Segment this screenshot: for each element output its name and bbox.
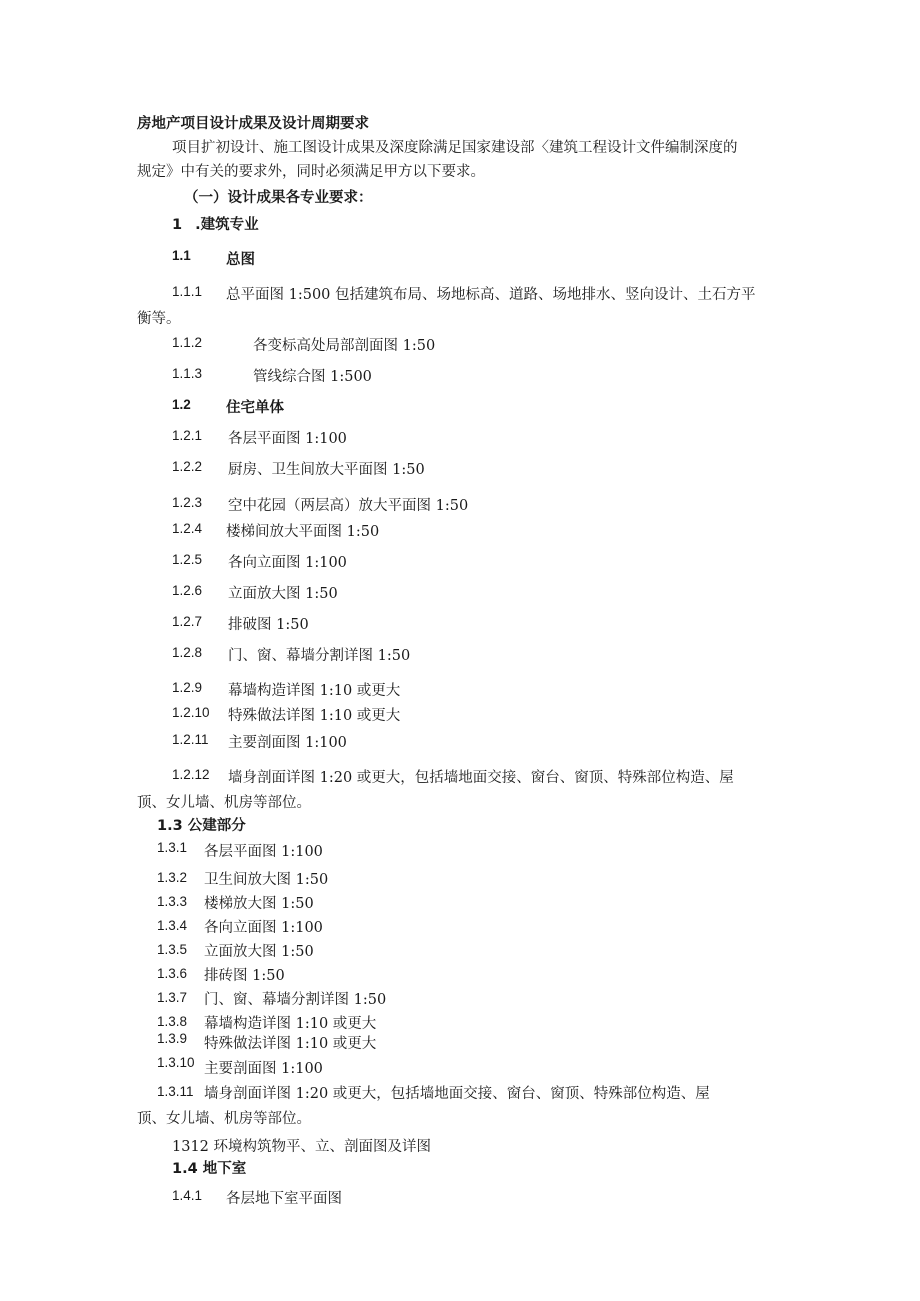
item-number: 1.4.1 — [172, 1188, 203, 1203]
item-text: 各层平面图 1:100 — [228, 431, 347, 447]
heading-1-2-label: 住宅单体 — [226, 400, 284, 416]
item-text: 特殊做法详图 1:10 或更大 — [228, 708, 401, 724]
item-text: 主要剖面图 1:100 — [204, 1061, 323, 1077]
item-text-continued: 衡等。 — [137, 311, 181, 327]
item-text: 墙身剖面详图 1:20 或更大，包括墙地面交接、窗台、窗顶、特殊部位构造、屋 — [204, 1086, 710, 1102]
item-text: 各向立面图 1:100 — [228, 555, 347, 571]
item-number: 1.1.3 — [172, 366, 203, 381]
item-text: 楼梯间放大平面图 1:50 — [226, 524, 380, 540]
item-text: 排砖图 1:50 — [204, 968, 285, 984]
item-number: 1.3.8 — [157, 1014, 188, 1029]
item-number: 1.2.8 — [172, 645, 203, 660]
item-number: 1.2.3 — [172, 495, 203, 510]
item-text: 排破图 1:50 — [228, 617, 309, 633]
item-text: 楼梯放大图 1:50 — [204, 896, 314, 912]
item-number: 1.3.2 — [157, 870, 188, 885]
heading-1-label: .建筑专业 — [195, 217, 259, 233]
heading-1-2-number: 1.2 — [172, 397, 191, 412]
item-number: 1.3.6 — [157, 966, 188, 981]
heading-1-1-number: 1.1 — [172, 248, 191, 263]
heading-1-number: 1 — [172, 217, 183, 233]
item-number: 1.3.10 — [157, 1055, 195, 1070]
item-number: 1.2.2 — [172, 459, 203, 474]
item-number: 1.3.7 — [157, 990, 188, 1005]
item-text: 各变标高处局部剖面图 1:50 — [253, 338, 436, 354]
document-title: 房地产项目设计成果及设计周期要求 — [137, 116, 369, 132]
heading-1-4: 1.4 地下室 — [172, 1161, 247, 1177]
item-number: 1.2.11 — [172, 732, 209, 747]
item-text: 门、窗、幕墙分割详图 1:50 — [204, 992, 387, 1008]
item-text: 各层平面图 1:100 — [204, 844, 323, 860]
item-text: 立面放大图 1:50 — [228, 586, 338, 602]
item-number: 1.3.3 — [157, 894, 188, 909]
item-text: 特殊做法详图 1:10 或更大 — [204, 1036, 377, 1052]
item-number: 1.2.6 — [172, 583, 203, 598]
item-text: 各向立面图 1:100 — [204, 920, 323, 936]
intro-paragraph-line-2: 规定》中有关的要求外，同时必须满足甲方以下要求。 — [137, 164, 485, 180]
item-text: 幕墙构造详图 1:10 或更大 — [228, 683, 401, 699]
item-text: 总平面图 1:500 包括建筑布局、场地标高、道路、场地排水、竖向设计、土石方平 — [226, 287, 756, 303]
item-text: 各层地下室平面图 — [226, 1191, 342, 1207]
item-number: 1.3.1 — [157, 840, 188, 855]
heading-1-3: 1.3 公建部分 — [157, 818, 246, 834]
heading-1-1-label: 总图 — [226, 252, 255, 268]
item-text: 墙身剖面详图 1:20 或更大，包括墙地面交接、窗台、窗顶、特殊部位构造、屋 — [228, 770, 734, 786]
heading-1 — [172, 217, 259, 234]
item-text: 幕墙构造详图 1:10 或更大 — [204, 1016, 377, 1032]
item-text: 空中花园（两层高）放大平面图 1:50 — [228, 498, 469, 514]
item-number: 1.2.9 — [172, 680, 203, 695]
item-number: 1.2.4 — [172, 521, 203, 536]
item-text: 门、窗、幕墙分割详图 1:50 — [228, 648, 411, 664]
item-text: 管线综合图 1:500 — [253, 369, 372, 385]
item-number: 1.2.12 — [172, 767, 210, 782]
item-number: 1.3.11 — [157, 1084, 194, 1099]
item-text: 1312 环境构筑物平、立、剖面图及详图 — [172, 1139, 432, 1155]
item-number: 1.3.5 — [157, 942, 188, 957]
item-text: 厨房、卫生间放大平面图 1:50 — [228, 462, 425, 478]
section-heading: （一）设计成果各专业要求： — [184, 190, 373, 206]
item-text: 主要剖面图 1:100 — [228, 735, 347, 751]
item-text: 卫生间放大图 1:50 — [204, 872, 329, 888]
item-number: 1.3.9 — [157, 1031, 188, 1046]
item-text-continued: 顶、女儿墙、机房等部位。 — [137, 795, 311, 811]
item-text-continued: 顶、女儿墙、机房等部位。 — [137, 1111, 311, 1127]
item-number: 1.2.5 — [172, 552, 203, 567]
item-number: 1.2.10 — [172, 705, 210, 720]
intro-paragraph-line-1: 项目扩初设计、施工图设计成果及深度除满足国家建设部〈建筑工程设计文件编制深度的 — [172, 140, 738, 156]
item-number: 1.1.2 — [172, 335, 203, 350]
item-text: 立面放大图 1:50 — [204, 944, 314, 960]
item-number: 1.3.4 — [157, 918, 188, 933]
item-number: 1.2.1 — [172, 428, 203, 443]
item-number: 1.1.1 — [172, 284, 203, 299]
item-number: 1.2.7 — [172, 614, 203, 629]
